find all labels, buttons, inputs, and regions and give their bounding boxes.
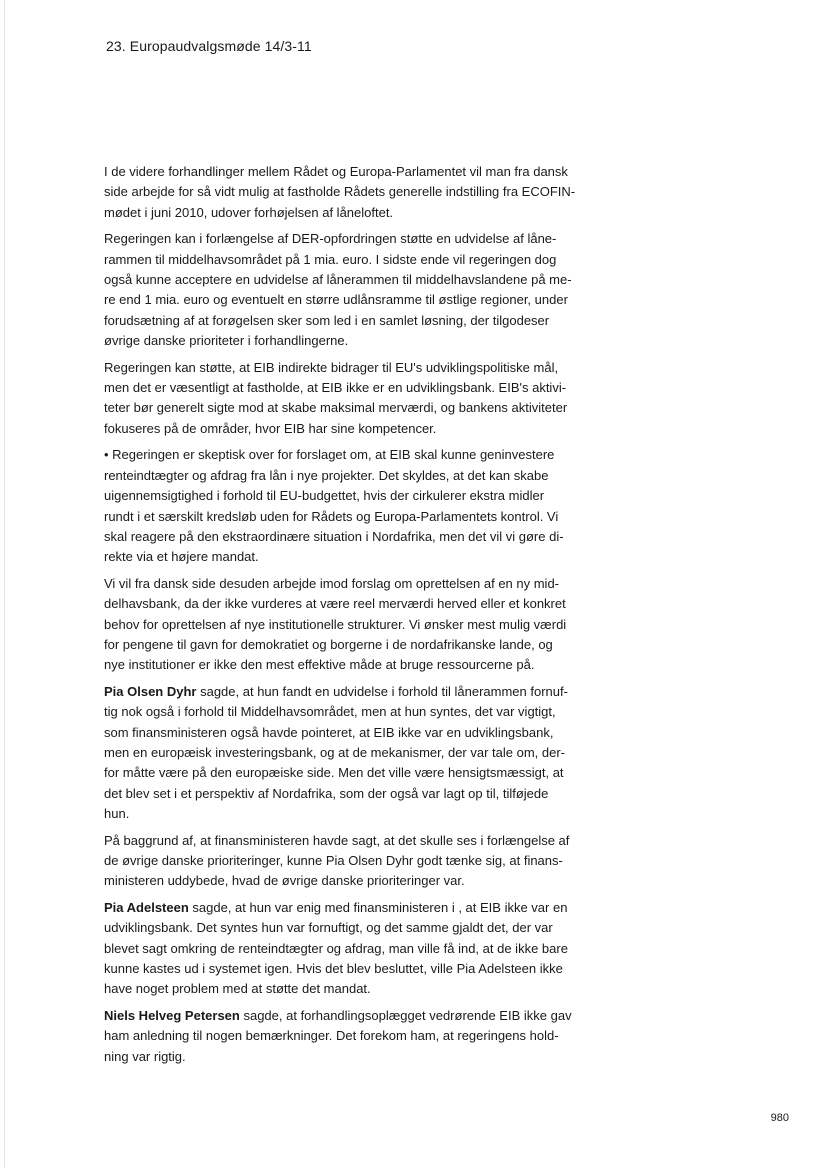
speaker-name: Niels Helveg Petersen <box>104 1007 240 1023</box>
line-text: tig nok også i forhold til Middelhavsområdet, men at hun syntes, det var vigtigt, <box>104 704 556 720</box>
text-line <box>104 398 590 418</box>
line-text: renteindtægter og afdrag fra lån i nye projekter. Det skyldes, at det kan skabe <box>104 467 549 483</box>
text-line <box>104 378 590 398</box>
text-line <box>104 615 590 635</box>
line-text: de øvrige danske prioriteringer, kunne Pia Olsen Dyhr godt tænke sig, at finans- <box>104 853 563 868</box>
line-text: sagde, at forhandlingsoplægget vedrørende EIB ikke gav <box>239 1007 572 1023</box>
text-line <box>104 682 590 702</box>
line-text: nye institutioner er ikke den mest effektive måde at bruge ressourcerne på. <box>104 657 535 673</box>
line-text: kunne kastes ud i systemet igen. Hvis det blev besluttet, ville Pia Adelsteen ikke <box>104 961 563 977</box>
text-line <box>104 804 590 824</box>
page-number: 980 <box>770 1112 789 1124</box>
paragraph <box>104 898 590 1000</box>
line-text: teter bør generelt sigte mod at skabe maksimal merværdi, og bankens aktiviteter <box>104 400 568 416</box>
text-line <box>104 311 590 331</box>
text-line <box>104 1047 590 1067</box>
text-line <box>104 1006 590 1026</box>
line-text: men en europæisk investeringsbank, og at de mekanismer, der var tale om, der- <box>104 744 566 760</box>
text-line <box>104 898 590 918</box>
paragraph <box>104 831 590 892</box>
text-line <box>104 270 590 290</box>
line-text: behov for oprettelsen af nye institutionelle strukturer. Vi ønsker mest mulig værdi <box>104 616 567 632</box>
line-text: men det er væsentligt at fastholde, at EIB ikke er en udviklingsbank. EIB's aktivi- <box>104 380 567 396</box>
paragraph <box>104 229 590 351</box>
page-header: 23. Europaudvalgsmøde 14/3-11 <box>106 38 312 54</box>
speaker-name: Pia Olsen Dyhr <box>104 683 197 699</box>
line-text: det blev set i et perspektiv af Nordafrika, som der også var lagt op til, tilføjede <box>104 785 549 801</box>
line-text: I de videre forhandlinger mellem Rådet og Europa-Parlamentet vil man fra dansk <box>104 164 568 179</box>
text-line <box>104 331 590 351</box>
text-line <box>104 655 590 675</box>
text-line <box>104 466 590 486</box>
line-text: rammen til middelhavsområdet på 1 mia. euro. I sidste ende vil regeringen dog <box>104 251 557 267</box>
text-line <box>104 290 590 310</box>
line-text: blevet sagt omkring de renteindtægter og afdrag, man ville få ind, at de ikke bare <box>104 940 568 956</box>
line-text: mødet i juni 2010, udover forhøjelsen af låneloftet. <box>104 204 394 220</box>
line-text: for pengene til gavn for demokratiet og borgerne i de nordafrikanske lande, og <box>104 636 553 652</box>
document-body <box>104 162 590 1073</box>
line-text: rundt i et særskilt kredsløb uden for Rådets og Europa-Parlamentets kontrol. Vi <box>104 508 559 524</box>
paragraph <box>104 358 590 440</box>
text-line <box>104 871 590 891</box>
text-line <box>104 763 590 783</box>
text-line <box>104 939 590 959</box>
line-text: Regeringen kan i forlængelse af DER-opfordringen støtte en udvidelse af låne- <box>104 231 557 247</box>
line-text: uigennemsigtighed i forhold til EU-budgettet, hvis der cirkulerer ekstra midler <box>104 488 545 504</box>
line-text: • Regeringen er skeptisk over for forslaget om, at EIB skal kunne geninvestere <box>104 447 555 463</box>
line-text: udviklingsbank. Det syntes hun var fornuftigt, og det samme gjaldt det, der var <box>104 920 553 936</box>
text-line <box>104 547 590 567</box>
line-text: forudsætning af at forøgelsen sker som led i en samlet løsning, der tilgodeser <box>104 312 550 328</box>
text-line <box>104 723 590 743</box>
text-line <box>104 358 590 378</box>
line-text: også kunne acceptere en udvidelse af lånerammen til middelhavslandene på me- <box>104 272 572 288</box>
text-line <box>104 784 590 804</box>
text-line <box>104 831 590 851</box>
text-line <box>104 527 590 547</box>
line-text: øvrige danske prioriteter i forhandlingerne. <box>104 333 349 349</box>
line-text: Regeringen kan støtte, at EIB indirekte bidrager til EU's udviklingspolitiske mål, <box>104 359 559 375</box>
text-line <box>104 203 590 223</box>
text-line <box>104 702 590 722</box>
page-edge-line <box>4 0 5 1168</box>
line-text: ham anledning til nogen bemærkninger. Det forekom ham, at regeringens hold- <box>104 1028 559 1044</box>
line-text: ning var rigtig. <box>104 1048 186 1064</box>
text-line <box>104 635 590 655</box>
text-line <box>104 851 590 871</box>
text-line <box>104 162 590 182</box>
paragraph <box>104 162 590 223</box>
line-text: sagde, at hun var enig med finansministeren i , at EIB ikke var en <box>188 899 568 915</box>
text-line <box>104 743 590 763</box>
paragraph <box>104 445 590 567</box>
line-text: ministeren uddybede, hvad de øvrige danske prioriteringer var. <box>104 873 465 889</box>
text-line <box>104 419 590 439</box>
text-line <box>104 918 590 938</box>
line-text: hun. <box>104 806 130 822</box>
line-text: rekte via et højere mandat. <box>104 549 259 565</box>
line-text: skal reagere på den ekstraordinære situation i Nordafrika, men det vil vi gøre di- <box>104 528 564 544</box>
text-line <box>104 229 590 249</box>
line-text: som finansministeren også havde pointeret, at EIB ikke var en udviklingsbank, <box>104 724 554 740</box>
text-line <box>104 486 590 506</box>
speaker-name: Pia Adelsteen <box>104 899 189 915</box>
paragraph <box>104 1006 590 1067</box>
paragraph <box>104 574 590 676</box>
text-line <box>104 507 590 527</box>
line-text: sagde, at hun fandt en udvidelse i forhold til lånerammen fornuf- <box>196 683 568 699</box>
line-text: delhavsbank, da der ikke vurderes at være reel merværdi herved eller et konkret <box>104 596 566 612</box>
text-line <box>104 959 590 979</box>
text-line <box>104 1026 590 1046</box>
line-text: re end 1 mia. euro og eventuelt en større udlånsramme til østlige regioner, under <box>104 292 568 308</box>
line-text: have noget problem med at støtte det mandat. <box>104 981 371 997</box>
line-text: for måtte være på den europæiske side. Men det ville være hensigtsmæssigt, at <box>104 765 564 781</box>
text-line <box>104 979 590 999</box>
text-line <box>104 594 590 614</box>
line-text: På baggrund af, at finansministeren havde sagt, at det skulle ses i forlængelse af <box>104 832 570 848</box>
text-line <box>104 574 590 594</box>
line-text: Vi vil fra dansk side desuden arbejde imod forslag om oprettelsen af en ny mid- <box>104 575 560 591</box>
line-text: fokuseres på de områder, hvor EIB har sine kompetencer. <box>104 420 437 436</box>
line-text: side arbejde for så vidt mulig at fastholde Rådets generelle indstilling fra ECOFIN- <box>104 184 576 200</box>
paragraph <box>104 682 590 825</box>
text-line <box>104 182 590 202</box>
text-line <box>104 250 590 270</box>
text-line <box>104 445 590 465</box>
